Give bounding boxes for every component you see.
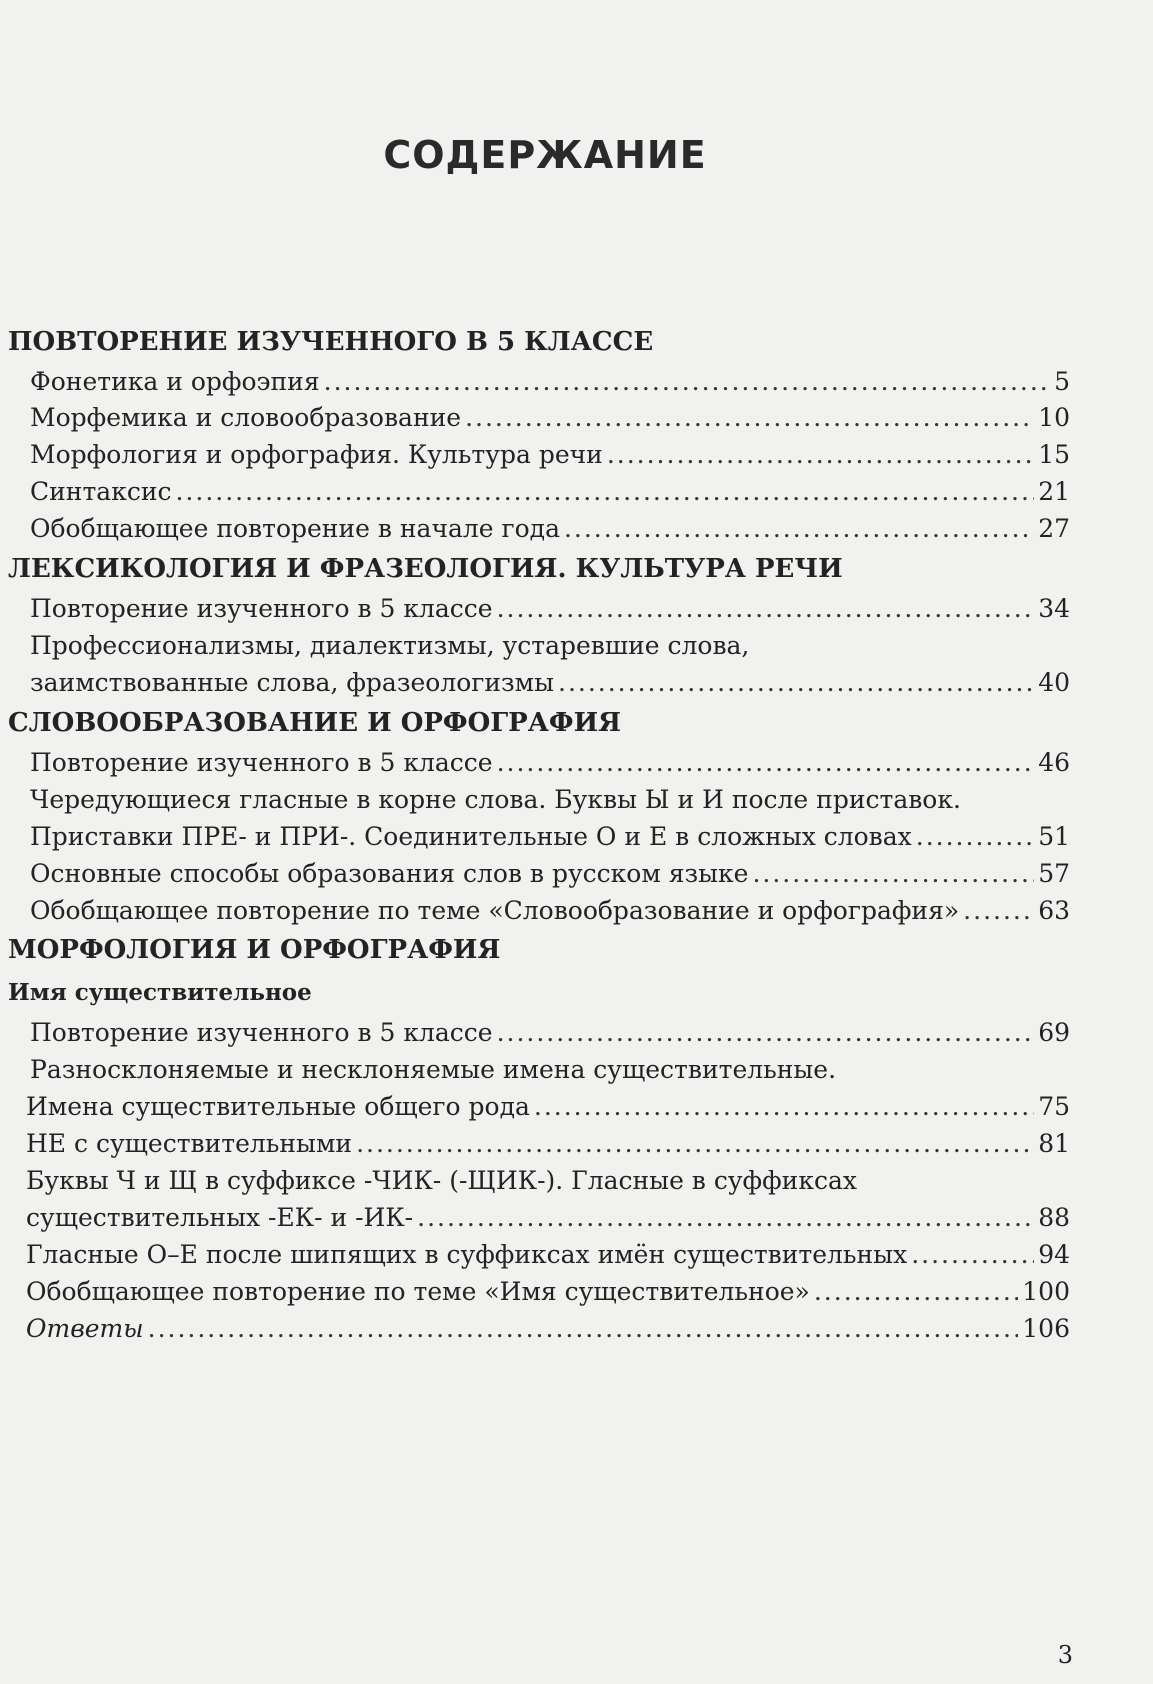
toc-entry-text: Синтаксис bbox=[30, 477, 172, 506]
toc-entry-page: 15 bbox=[1038, 440, 1070, 469]
toc-entry[interactable] bbox=[0, 514, 1070, 550]
dot-leader bbox=[324, 367, 1050, 396]
toc-entry-page: 69 bbox=[1038, 1018, 1070, 1047]
toc-entry[interactable] bbox=[0, 440, 1070, 476]
toc-entry-text: Обобщающее повторение по теме «Имя существительное» bbox=[26, 1277, 810, 1306]
toc-entry[interactable] bbox=[0, 1203, 1070, 1239]
toc-entry[interactable] bbox=[0, 1129, 1070, 1165]
toc-entry-page: 46 bbox=[1038, 748, 1070, 777]
toc-entry[interactable] bbox=[0, 668, 1070, 704]
toc-entry[interactable] bbox=[0, 896, 1070, 932]
dot-leader bbox=[911, 1240, 1034, 1269]
section-heading-text: ЛЕКСИКОЛОГИЯ И ФРАЗЕОЛОГИЯ. КУЛЬТУРА РЕЧИ bbox=[8, 554, 843, 584]
dot-leader bbox=[752, 859, 1034, 888]
toc-entry[interactable] bbox=[0, 477, 1070, 513]
toc-entry-text: Обобщающее повторение в начале года bbox=[30, 514, 560, 543]
toc-entry[interactable] bbox=[0, 859, 1070, 895]
toc-entry-text: Морфология и орфография. Культура речи bbox=[30, 440, 603, 469]
toc-entry-line1[interactable] bbox=[0, 1055, 1070, 1091]
toc-entry-text: Обобщающее повторение по теме «Словообразование и орфография» bbox=[30, 896, 960, 925]
toc-entry-page: 51 bbox=[1038, 822, 1070, 851]
toc-entry-line1[interactable] bbox=[0, 631, 1070, 667]
section-heading-text: СЛОВООБРАЗОВАНИЕ И ОРФОГРАФИЯ bbox=[8, 708, 622, 738]
toc-entry-page: 63 bbox=[1038, 896, 1070, 925]
toc-entry-page: 106 bbox=[1022, 1314, 1070, 1343]
toc-entry-page: 57 bbox=[1038, 859, 1070, 888]
dot-leader bbox=[148, 1314, 1019, 1343]
dot-leader bbox=[534, 1092, 1034, 1121]
dot-leader bbox=[558, 668, 1034, 697]
toc-entry[interactable] bbox=[0, 1092, 1070, 1128]
toc-entry[interactable] bbox=[0, 822, 1070, 858]
section-heading-2 bbox=[0, 554, 1070, 590]
toc-entry[interactable] bbox=[0, 594, 1070, 630]
toc-entry-line1[interactable] bbox=[0, 1166, 1070, 1202]
dot-leader bbox=[497, 748, 1035, 777]
toc-entry[interactable] bbox=[0, 1018, 1070, 1054]
section-heading-text: ПОВТОРЕНИЕ ИЗУЧЕННОГО В 5 КЛАССЕ bbox=[8, 327, 654, 357]
toc-entry-page: 100 bbox=[1022, 1277, 1070, 1306]
toc-entry-text: Фонетика и орфоэпия bbox=[30, 367, 320, 396]
toc-entry-text: Повторение изученного в 5 классе bbox=[30, 748, 493, 777]
toc-entry[interactable] bbox=[0, 1240, 1070, 1276]
toc-entry-text: Повторение изученного в 5 классе bbox=[30, 594, 493, 623]
toc-entry-text: Ответы bbox=[26, 1314, 144, 1343]
dot-leader bbox=[465, 403, 1034, 432]
dot-leader bbox=[963, 896, 1034, 925]
page-title: СОДЕРЖАНИЕ bbox=[383, 133, 707, 177]
toc-entry[interactable] bbox=[0, 1277, 1070, 1313]
dot-leader bbox=[814, 1277, 1018, 1306]
toc-entry-page: 94 bbox=[1038, 1240, 1070, 1269]
toc-entry-page: 75 bbox=[1038, 1092, 1070, 1121]
dot-leader bbox=[607, 440, 1034, 469]
toc-entry-text: Основные способы образования слов в русском языке bbox=[30, 859, 749, 888]
toc-entry-text: Морфемика и словообразование bbox=[30, 403, 462, 432]
dot-leader bbox=[175, 477, 1034, 506]
toc-entry-text: Чередующиеся гласные в корне слова. Буквы Ы и И после приставок. bbox=[30, 785, 961, 814]
section-heading-1 bbox=[0, 327, 1070, 363]
toc-entry-text: Повторение изученного в 5 классе bbox=[30, 1018, 493, 1047]
toc-entry-text: Гласные О–Е после шипящих в суффиксах имён существительных bbox=[26, 1240, 908, 1269]
section-heading-4 bbox=[0, 935, 1070, 971]
page-number: 3 bbox=[1057, 1641, 1073, 1669]
toc-entry-text: НЕ с существительными bbox=[26, 1129, 353, 1158]
toc-entry-answers[interactable] bbox=[0, 1314, 1070, 1350]
toc-entry[interactable] bbox=[0, 403, 1070, 439]
toc-entry-text: Имена существительные общего рода bbox=[26, 1092, 530, 1121]
section-heading-3 bbox=[0, 708, 1070, 744]
toc-entry-text: Разносклоняемые и несклоняемые имена существительные. bbox=[30, 1055, 837, 1084]
dot-leader bbox=[417, 1203, 1034, 1232]
dot-leader bbox=[497, 1018, 1035, 1047]
toc-entry-text: Приставки ПРЕ- и ПРИ-. Соединительные О и Е в сложных словах bbox=[30, 822, 912, 851]
toc-entry-text: заимствованные слова, фразеологизмы bbox=[30, 668, 554, 697]
toc-entry-page: 10 bbox=[1038, 403, 1070, 432]
toc-entry-page: 88 bbox=[1038, 1203, 1070, 1232]
dot-leader bbox=[497, 594, 1035, 623]
toc-entry-page: 34 bbox=[1038, 594, 1070, 623]
toc-entry-text: Буквы Ч и Щ в суффиксе -ЧИК- (-ЩИК-). Гласные в суффиксах bbox=[26, 1166, 857, 1195]
subsection-heading bbox=[0, 979, 1070, 1015]
toc-entry-page: 40 bbox=[1038, 668, 1070, 697]
toc-entry-text: Профессионализмы, диалектизмы, устаревшие слова, bbox=[30, 631, 750, 660]
toc-entry-page: 27 bbox=[1038, 514, 1070, 543]
dot-leader bbox=[916, 822, 1034, 851]
toc-entry-page: 21 bbox=[1038, 477, 1070, 506]
toc-entry-text: существительных -ЕК- и -ИК- bbox=[26, 1203, 414, 1232]
dot-leader bbox=[564, 514, 1034, 543]
subsection-heading-text: Имя существительное bbox=[8, 979, 312, 1006]
toc-entry-page: 5 bbox=[1054, 367, 1070, 396]
section-heading-text: МОРФОЛОГИЯ И ОРФОГРАФИЯ bbox=[8, 935, 501, 965]
toc-entry-line1[interactable] bbox=[0, 785, 1070, 821]
dot-leader bbox=[356, 1129, 1034, 1158]
toc-entry-page: 81 bbox=[1038, 1129, 1070, 1158]
toc-entry[interactable] bbox=[0, 367, 1070, 403]
toc-entry[interactable] bbox=[0, 748, 1070, 784]
